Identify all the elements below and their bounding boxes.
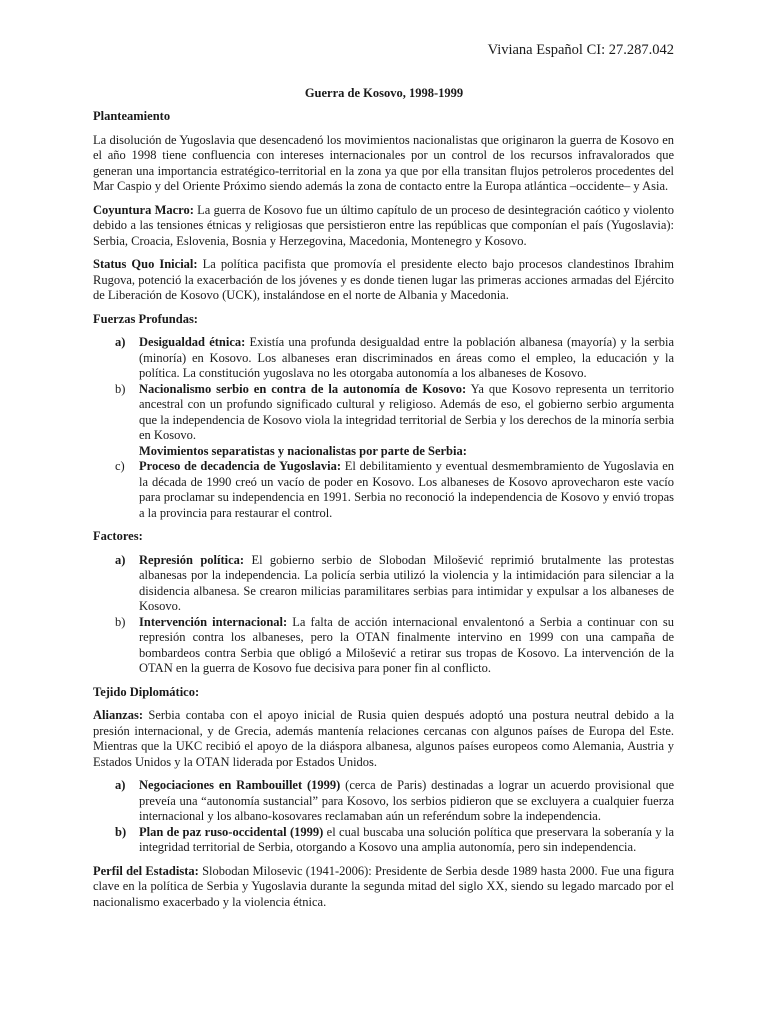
planteamiento-heading: Planteamiento bbox=[93, 109, 171, 123]
tejido-heading: Tejido Diplomático: bbox=[93, 684, 200, 699]
coyuntura-label: Coyuntura Macro: bbox=[93, 202, 194, 217]
author-header: Viviana Español CI: 27.287.042 bbox=[487, 42, 674, 58]
perfil-paragraph bbox=[93, 864, 674, 911]
list-item bbox=[93, 553, 674, 615]
fuerzas-list bbox=[93, 335, 674, 521]
list-item-label: Proceso de decadencia de Yugoslavia: bbox=[139, 459, 342, 473]
list-item bbox=[93, 335, 674, 382]
fuerzas-subheading: Movimientos separatistas y nacionalistas por parte de Serbia: bbox=[139, 443, 467, 458]
tejido-list bbox=[93, 778, 674, 856]
list-item-text: El gobierno serbio de Slobodan Milošević reprimió brutalmente las protestas albanesas por la independencia. La policía serbia utilizó la violencia y la intimidación para silenciar a la disidencia albanesa. Se crearon milicias paramilitares serbias para intimidar y expulsar a los albaneses de Kosovo. bbox=[139, 552, 674, 613]
list-marker: a) bbox=[115, 552, 126, 567]
list-item bbox=[93, 615, 674, 677]
list-item bbox=[93, 778, 674, 825]
status-quo-paragraph bbox=[93, 257, 674, 304]
list-item-label: Nacionalismo serbio en contra de la autonomía de Kosovo: bbox=[139, 381, 467, 396]
alianzas-label: Alianzas: bbox=[93, 708, 143, 722]
planteamiento-paragraph: La disolución de Yugoslavia que desencadenó los movimientos nacionalistas que originaron la guerra de Kosovo en el año 1998 tiene confluencia con intereses internacionales por un control de los recursos infravalorados que generan una importancia estratégico-territorial en la zona ya que por ella transitan flujos petroleros procedentes del Mar Caspio y del Oriente Próximo siendo además la zona de contacto entre la Europa atlántica –occidente– y Asia. bbox=[93, 132, 674, 193]
list-item-text: (cerca de Paris) destinadas a lograr un acuerdo provisional que preveía una “autonomía sustancial” para Kosovo, los serbios pidieron que se excluyera a cualquier fuerza internacional y los albano-kosovares reclamaban aún un referéndum sobre la independencia. bbox=[139, 778, 675, 823]
list-item bbox=[93, 825, 674, 856]
list-marker: c) bbox=[115, 459, 125, 473]
list-marker: b) bbox=[115, 614, 126, 629]
list-item-label: Desigualdad étnica: bbox=[139, 335, 246, 349]
document-title: Guerra de Kosovo, 1998-1999 bbox=[304, 86, 464, 100]
list-item bbox=[93, 382, 674, 444]
perfil-text: Slobodan Milosevic (1941-2006): Presidente de Serbia desde 1989 hasta 2000. Fue una figura clave en la política de Serbia y Yugoslavia durante la segunda mitad del siglo XX, siendo su legado marcado por el nacionalismo exacerbado y la violencia étnica. bbox=[93, 863, 674, 909]
document-body bbox=[93, 109, 674, 918]
status-quo-text: La política pacifista que promovía el presidente electo bajo procesos clandestinos Ibrahim Rugova, potenció la exacerbación de los jóvenes y es donde tienen lugar las primeras acciones armadas del Ejército de Liberación de Kosovo (UCK), instalándose en el norte de Albania y Macedonia. bbox=[93, 257, 674, 302]
list-item-text: Existía una profunda desigualdad entre la población albanesa (mayoría) y la serbia (minoría) en Kosovo. Los albaneses eran discriminados en áreas como el empleo, la educación y la política. La constitución yugoslava no les otorgaba autonomía a los albaneses de Kosovo. bbox=[139, 335, 674, 380]
list-item-label: Represión política: bbox=[139, 552, 245, 567]
perfil-label: Perfil del Estadista: bbox=[93, 863, 199, 878]
factores-heading: Factores: bbox=[93, 529, 143, 543]
coyuntura-paragraph bbox=[93, 203, 674, 250]
status-quo-label: Status Quo Inicial: bbox=[93, 257, 198, 271]
list-item-text: La falta de acción internacional envalentonó a Serbia a continuar con su represión contra los albaneses, pero la OTAN finalmente intervino en 1999 con una campaña de bombardeos contra Serbia que obligó a Milošević a retirar sus tropas de Kosovo. La intervención de la OTAN en la guerra de Kosovo fue decisiva para poner fin al conflicto. bbox=[139, 614, 674, 675]
list-marker: a) bbox=[115, 778, 126, 792]
list-item bbox=[93, 459, 674, 521]
list-item-text: el cual buscaba una solución política que preservara la soberanía y la integridad territorial de Serbia, otorgando a Kosovo una amplia autonomía, pero sin independencia. bbox=[139, 824, 674, 854]
list-item-label: Intervención internacional: bbox=[139, 614, 288, 629]
list-item-text: Ya que Kosovo representa un territorio ancestral con un profundo significado cultural y religioso. Además de eso, el gobierno serbio argumenta que la independencia de Kosovo viola la integridad territorial de Serbia y los derechos de la minoría serbia en Kosovo. bbox=[139, 381, 674, 442]
alianzas-text: Serbia contaba con el apoyo inicial de Rusia quien después adoptó una postura neutral debido a la presión internacional, y de Grecia, además mantenía relaciones cercanas con algunos países de Europa del Este. Mientras que la UKC recibió el apoyo de la diáspora albanesa, algunos países europeos como Alemania, Austria y Estados Unidos y la OTAN liderada por Estados Unidos. bbox=[93, 708, 674, 769]
fuerzas-heading: Fuerzas Profundas: bbox=[93, 311, 198, 326]
coyuntura-text: La guerra de Kosovo fue un último capítulo de un proceso de desintegración caótico y violento debido a las tensiones étnicas y religiosas que persistieron entre las repúblicas que componían el país (Yugoslavia): Serbia, Croacia, Eslovenia, Bosnia y Herzegovina, Macedonia, Montenegro y Kosovo. bbox=[93, 202, 674, 248]
list-item-text: El debilitamiento y eventual desmembramiento de Yugoslavia en la década de 1990 creó un vacío de poder en Kosovo. Los albaneses de Kosovo aprovecharon este vacío para proclamar su independencia en 1991. Serbia no reconoció la independencia de Kosovo y envió tropas a la provincia para restaurar el control. bbox=[139, 459, 674, 520]
list-marker: a) bbox=[115, 335, 126, 349]
factores-list bbox=[93, 553, 674, 677]
list-marker: b) bbox=[115, 824, 127, 839]
list-marker: b) bbox=[115, 381, 126, 396]
list-item-label: Negociaciones en Rambouillet (1999) bbox=[139, 778, 341, 792]
alianzas-paragraph bbox=[93, 708, 674, 770]
list-item-label: Plan de paz ruso-occidental (1999) bbox=[139, 824, 324, 839]
